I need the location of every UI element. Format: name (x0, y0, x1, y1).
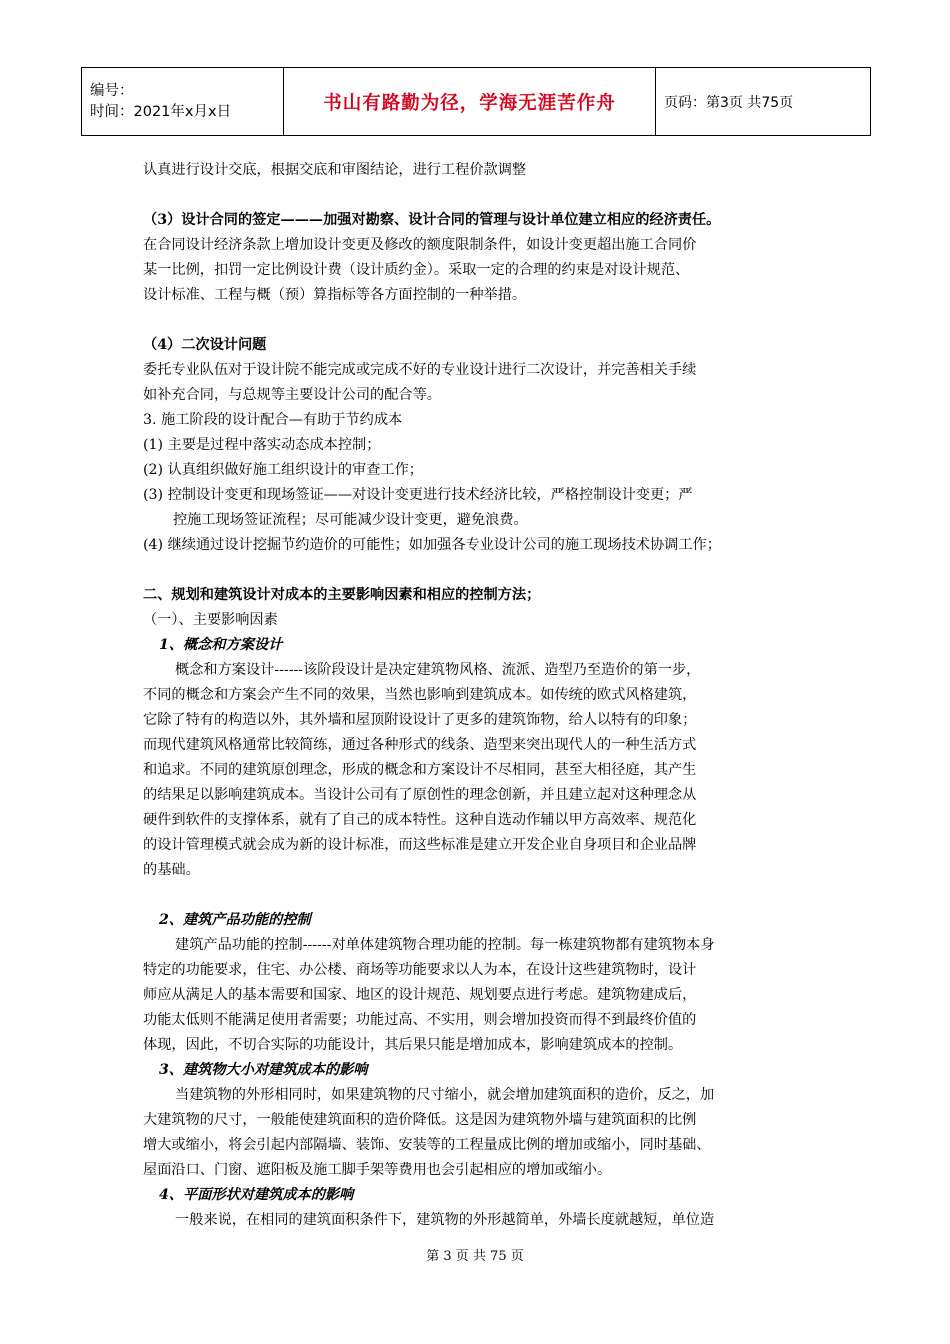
body-line: （4）二次设计问题 (143, 337, 267, 353)
header-meta (82, 68, 284, 136)
header-motto: 书山有路勤为径，学海无涯苦作舟 (284, 68, 656, 136)
body-line: 1、概念和方案设计 (159, 637, 283, 653)
body-line: （3）设计合同的签定———加强对勘察、设计合同的管理与设计单位建立相应的经济责任。 (143, 212, 721, 228)
blank-line (143, 308, 813, 333)
body-line: (3) 控制设计变更和现场签证——对设计变更进行技术经济比较，严格控制设计变更；严 (143, 487, 693, 503)
body-line: 特定的功能要求，住宅、办公楼、商场等功能要求以人为本，在设计这些建筑物时，设计 (143, 962, 697, 978)
document-body (143, 158, 813, 1233)
body-line: 增大或缩小，将会引起内部隔墙、装饰、安装等的工程量成比例的增加或缩小，同时基础、 (143, 1137, 711, 1153)
body-line: 而现代建筑风格通常比较简练，通过各种形式的线条、造型来突出现代人的一种生活方式 (143, 737, 697, 753)
body-line: 和追求。不同的建筑原创理念，形成的概念和方案设计不尽相同，甚至大相径庭，其产生 (143, 762, 697, 778)
body-line: 概念和方案设计------该阶段设计是决定建筑物风格、流派、造型乃至造价的第一步， (175, 662, 701, 678)
header-table (81, 67, 871, 136)
body-line: 2、建筑产品功能的控制 (159, 912, 311, 928)
body-line: 二、规划和建筑设计对成本的主要影响因素和相应的控制方法； (143, 587, 541, 603)
page-footer: 第 3 页 共 75 页 (426, 1249, 524, 1264)
body-line: 的基础。 (143, 862, 200, 878)
body-line: 认真进行设计交底，根据交底和审图结论，进行工程价款调整 (143, 162, 527, 178)
blank-line (143, 883, 813, 908)
body-line: 功能太低则不能满足使用者需要；功能过高、不实用，则会增加投资而得不到最终价值的 (143, 1012, 697, 1028)
body-line: (2) 认真组织做好施工组织设计的审查工作； (143, 462, 423, 478)
body-line: 的设计管理模式就会成为新的设计标准，而这些标准是建立开发企业自身项目和企业品牌 (143, 837, 697, 853)
body-line: 4、平面形状对建筑成本的影响 (159, 1187, 354, 1203)
body-line: 委托专业队伍对于设计院不能完成或完成不好的专业设计进行二次设计，并完善相关手续 (143, 362, 697, 378)
body-line: 控施工现场签证流程；尽可能减少设计变更，避免浪费。 (173, 512, 528, 528)
blank-line (143, 558, 813, 583)
blank-line (143, 183, 813, 208)
body-line: 屋面沿口、门窗、遮阳板及施工脚手架等费用也会引起相应的增加或缩小。 (143, 1162, 612, 1178)
body-line: 3. 施工阶段的设计配合—有助于节约成本 (143, 412, 403, 428)
body-line: 一般来说，在相同的建筑面积条件下，建筑物的外形越简单，外墙长度就越短，单位造 (175, 1212, 715, 1228)
document-date-label: 时间：2021年x月x日 (90, 103, 232, 120)
body-line: (4) 继续通过设计挖掘节约造价的可能性；如加强各专业设计公司的施工现场技术协调工作； (143, 537, 721, 553)
body-line: 某一比例，扣罚一定比例设计费（设计质约金）。采取一定的合理的约束是对设计规范、 (143, 262, 690, 278)
body-line: (1) 主要是过程中落实动态成本控制； (143, 437, 381, 453)
body-line: 不同的概念和方案会产生不同的效果，当然也影响到建筑成本。如传统的欧式风格建筑， (143, 687, 697, 703)
body-line: 体现，因此，不切合实际的功能设计，其后果只能是增加成本，影响建筑成本的控制。 (143, 1037, 683, 1053)
body-line: 当建筑物的外形相同时，如果建筑物的尺寸缩小，就会增加建筑面积的造价，反之，加 (175, 1087, 715, 1103)
body-line: 它除了特有的构造以外，其外墙和屋顶附设设计了更多的建筑饰物，给人以特有的印象； (143, 712, 697, 728)
body-line: 设计标准、工程与概（预）算指标等各方面控制的一种举措。 (143, 287, 527, 303)
body-line: 硬件到软件的支撑体系，就有了自己的成本特性。这种自选动作辅以甲方高效率、规范化 (143, 812, 697, 828)
body-line: 3、建筑物大小对建筑成本的影响 (159, 1062, 368, 1078)
body-line: 的结果足以影响建筑成本。当设计公司有了原创性的理念创新，并且建立起对这种理念从 (143, 787, 697, 803)
header-page-info: 页码：第3页 共75页 (656, 68, 871, 136)
body-line: 如补充合同，与总规等主要设计公司的配合等。 (143, 387, 441, 403)
body-line: 建筑产品功能的控制------对单体建筑物合理功能的控制。每一栋建筑物都有建筑物本身 (175, 937, 715, 953)
body-line: 大建筑物的尺寸，一般能使建筑面积的造价降低。这是因为建筑物外墙与建筑面积的比例 (143, 1112, 697, 1128)
body-line: （一）、主要影响因素 (143, 612, 278, 628)
document-number-label: 编号： (90, 82, 134, 99)
body-line: 师应从满足人的基本需要和国家、地区的设计规范、规划要点进行考虑。建筑物建成后， (143, 987, 697, 1003)
body-line: 在合同设计经济条款上增加设计变更及修改的额度限制条件，如设计变更超出施工合同价 (143, 237, 697, 253)
